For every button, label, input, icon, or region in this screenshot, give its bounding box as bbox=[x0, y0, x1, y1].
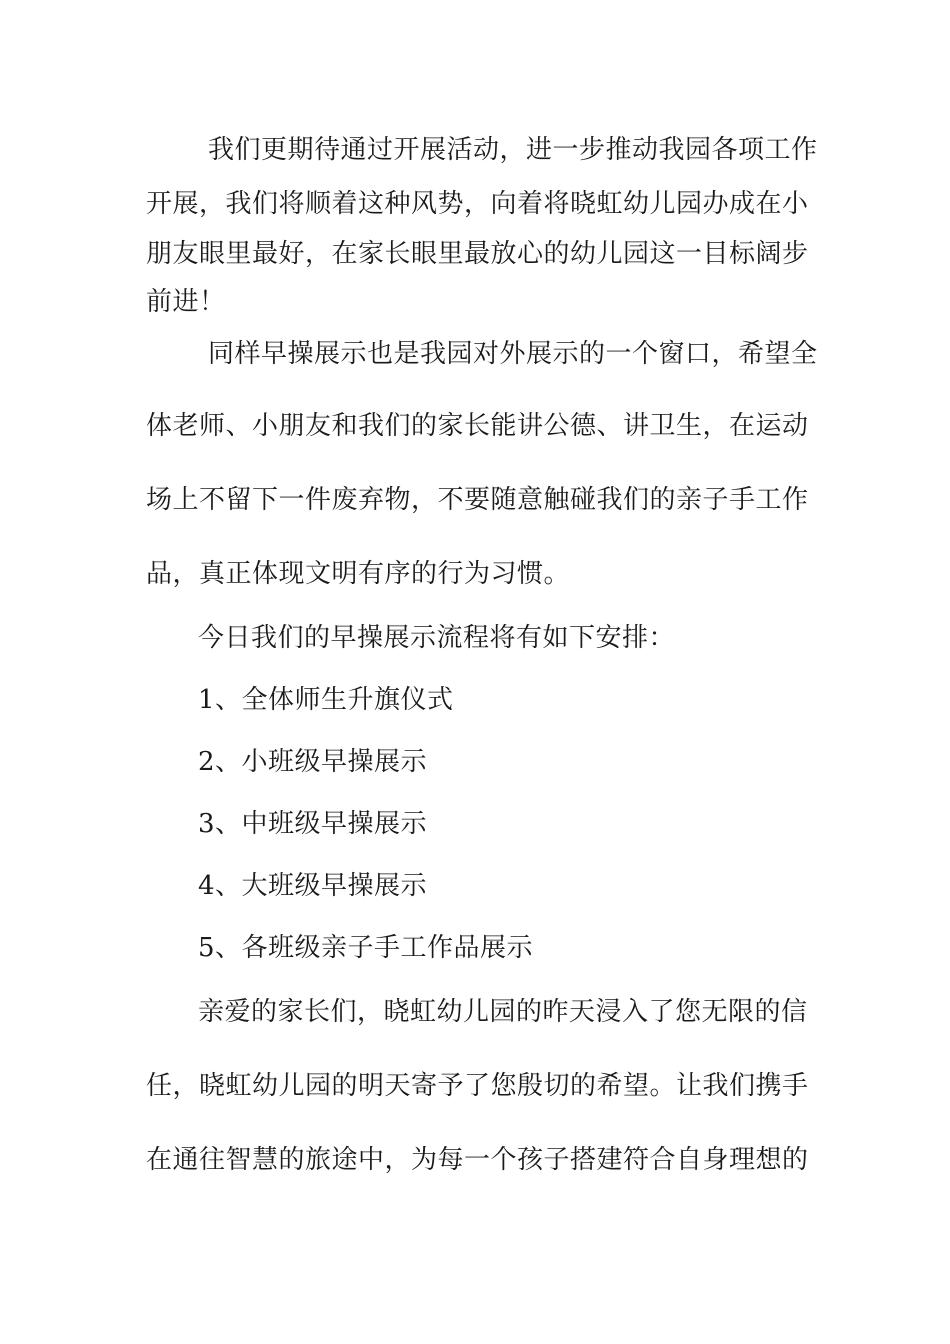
paragraph-2-line-1: 同样早操展示也是我园对外展示的一个窗口，希望全 bbox=[208, 339, 818, 369]
paragraph-4-line-2: 任，晓虹幼儿园的明天寄予了您殷切的希望。让我们携手 bbox=[146, 1071, 809, 1101]
paragraph-2-line-2: 体老师、小朋友和我们的家长能讲公德、讲卫生，在运动 bbox=[146, 411, 809, 441]
paragraph-4-line-3: 在通往智慧的旅途中，为每一个孩子搭建符合自身理想的 bbox=[146, 1145, 809, 1175]
paragraph-2-line-4: 品，真正体现文明有序的行为习惯。 bbox=[146, 559, 571, 589]
paragraph-2-line-3: 场上不留下一件废弃物，不要随意触碰我们的亲子手工作 bbox=[146, 485, 809, 515]
paragraph-1-line-4: 前进！ bbox=[146, 287, 226, 317]
paragraph-1-line-2: 开展，我们将顺着这种风势，向着将晓虹幼儿园办成在小 bbox=[146, 189, 809, 219]
paragraph-1-line-3: 朋友眼里最好，在家长眼里最放心的幼儿园这一目标阔步 bbox=[146, 239, 809, 269]
list-item-2: 2、小班级早操展示 bbox=[198, 747, 428, 777]
paragraph-4-line-1: 亲爱的家长们，晓虹幼儿园的昨天浸入了您无限的信 bbox=[198, 997, 808, 1027]
paragraph-1-line-1: 我们更期待通过开展活动，进一步推动我园各项工作 bbox=[208, 135, 818, 165]
list-item-5: 5、各班级亲子手工作品展示 bbox=[198, 933, 534, 963]
list-item-1: 1、全体师生升旗仪式 bbox=[198, 685, 454, 715]
list-item-3: 3、中班级早操展示 bbox=[198, 809, 428, 839]
list-item-4: 4、大班级早操展示 bbox=[198, 871, 428, 901]
paragraph-3: 今日我们的早操展示流程将有如下安排： bbox=[198, 623, 676, 653]
